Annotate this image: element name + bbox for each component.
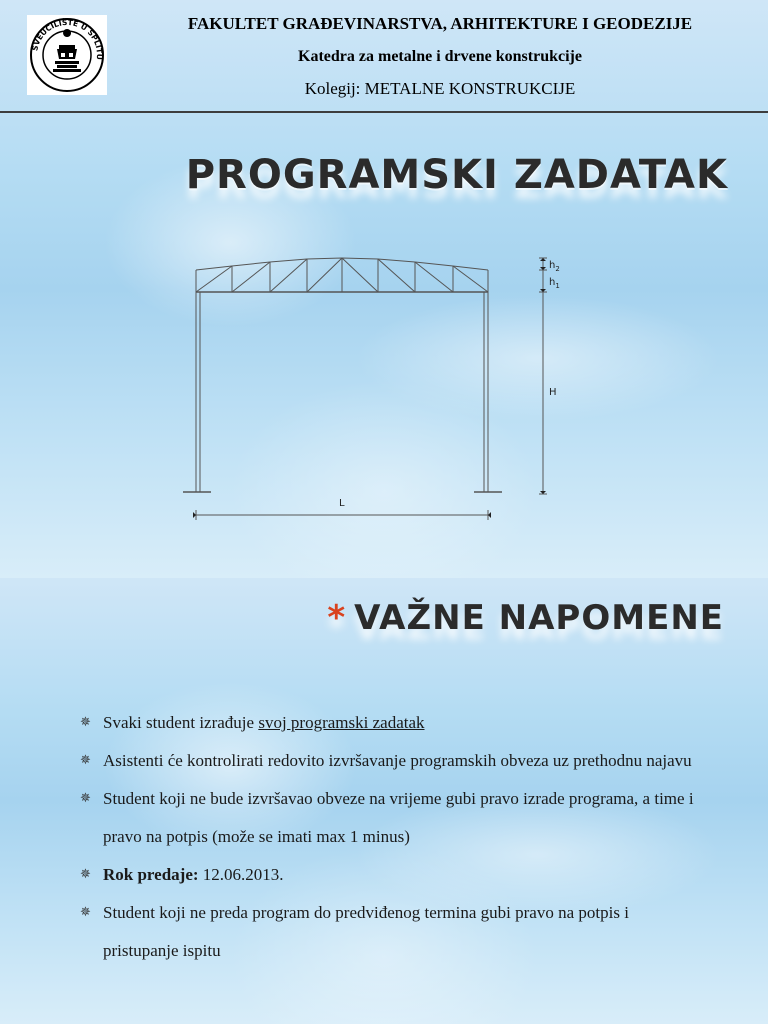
bullet-icon: ✵ [80, 867, 91, 882]
dimension-label-H: H [549, 387, 557, 398]
slide-title: PROGRAMSKI ZADATAK [185, 152, 728, 198]
bullet-icon: ✵ [80, 753, 91, 768]
list-item [80, 742, 700, 780]
faculty-name: FAKULTET GRAĐEVINARSTVA, ARHITEKTURE I GEODEZIJE [187, 14, 693, 33]
list-item [80, 704, 700, 742]
notes-list [80, 704, 700, 970]
bullet-icon: ✵ [80, 791, 91, 806]
department-name: Katedra za metalne i drvene konstrukcije [298, 48, 582, 65]
dimension-label-h2: $h_2$ [549, 260, 560, 273]
slide-title [327, 598, 724, 638]
slide-vazne-napomene [0, 578, 768, 1024]
svg-text:SVEUČILIŠTE U SPLITU: SVEUČILIŠTE U SPLITU [30, 17, 105, 61]
bullet-icon: ✵ [80, 715, 91, 730]
course-name: Kolegij: METALNE KONSTRUKCIJE [304, 79, 576, 98]
list-item [80, 780, 700, 856]
bullet-text: Asistenti će kontrolirati redovito izvršavanje programskih obveza uz prethodnu najavu [103, 751, 692, 770]
bullet-text: Svaki student izrađuje [103, 713, 259, 732]
list-item [80, 894, 700, 970]
bullet-icon: ✵ [80, 905, 91, 920]
bullet-text: Student koji ne bude izvršavao obveze na vrijeme gubi pravo izrade programa, a time i pravo na potpis (može se imati max 1 minus) [103, 789, 694, 846]
bullet-text: Student koji ne preda program do predviđenog termina gubi pravo na potpis i pristupanje ispitu [103, 903, 629, 960]
deadline-label: Rok predaje: [103, 865, 199, 884]
list-item [80, 856, 700, 894]
deadline-date: 12.06.2013. [198, 865, 284, 884]
dimension-label-h1: $h_1$ [549, 277, 560, 290]
dimension-label-L: L [339, 498, 345, 509]
bullet-underlined-text: svoj programski zadatak [258, 713, 425, 732]
title-marker: * [327, 598, 347, 638]
title-text: VAŽNE NAPOMENE [354, 598, 724, 638]
